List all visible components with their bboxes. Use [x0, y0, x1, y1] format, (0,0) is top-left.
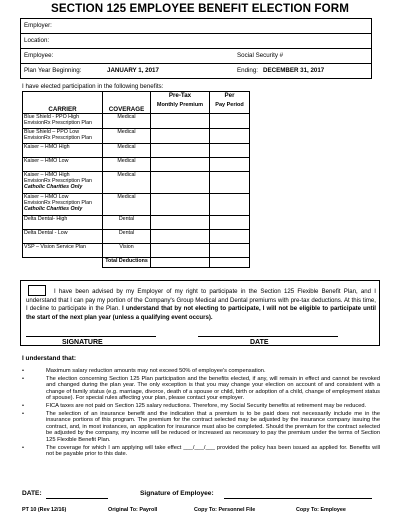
plan-year-value: JANUARY 1, 2017 [107, 67, 159, 74]
footer-date-line[interactable] [46, 498, 108, 499]
premium-cell[interactable] [151, 158, 210, 172]
table-row [23, 172, 250, 194]
carrier-name: Delta Dental - Low [24, 230, 68, 236]
coverage-cell: Medical [103, 114, 151, 129]
premium-cell[interactable] [151, 244, 210, 258]
list-item-text: The coverage for which I am applying will take effect ___/___/___ provided the policy has been issued as applied for. Benefits will not be payable prior to this date. [46, 444, 380, 458]
total-period-cell[interactable] [210, 258, 250, 268]
employer-label: Employer: [24, 22, 52, 29]
decline-paragraph [26, 288, 376, 322]
decline-bold-text: I understand that by not electing to participate, I will not be eligible to participate until the start of the next plan year (unless a qualifying event occurs). [26, 305, 376, 321]
pay-period-cell[interactable] [210, 158, 250, 172]
carrier-rx-plan: EnvisionRx Prescription Plan [24, 135, 93, 141]
carrier-cell [23, 144, 103, 158]
list-item-text: The selection of an insurance benefit and the indication that a premium is to be paid does not necessarily include me in the insurance portions of this program. The premium for the contract selected may be adjusted by the insurance company issuing the contract, and, in most instances, an application for insurance must also be completed. Should the premium for the contract selected be adjusted by the company, my income will be reduced or increased as necessary to pay the premium under the terms of Section 125 Flexible Benefit Plan. [46, 410, 380, 443]
premium-cell[interactable] [151, 114, 210, 129]
understand-list [22, 368, 380, 459]
table-row [23, 144, 250, 158]
pay-period-cell[interactable] [210, 194, 250, 216]
decline-text: I have been advised by my Employer of my right to participate in the Section 125 Flexible Benefit Plan, and I understand that I can pay my portion of the Company's Group Medical and Dental premiums with pre-tax deductions. At this time, I decline to participate in the Plan. [26, 288, 376, 312]
benefits-table [22, 91, 250, 268]
list-item [22, 403, 380, 410]
coverage-cell: Dental [103, 216, 151, 230]
understand-heading: I understand that: [22, 355, 76, 362]
carrier-name: Kaiser – HMO High [24, 172, 70, 178]
list-item [22, 376, 380, 402]
ending-value: DECEMBER 31, 2017 [263, 67, 325, 74]
pretax-header: Pre-Tax [151, 92, 210, 102]
list-item-text: The election concerning Section 125 Plan participation and the benefits elected, if any, will remain in effect and cannot be revoked and changed during the plan year. The only exception is that you may change your election on account of and consistent with a change of family status (e.g. marriage, divorce, death of a spouse or child, birth or adoption of a child, change of employment status of spouse). For special rules affecting your plan, please contact your employer. [46, 375, 380, 402]
total-premium-cell[interactable] [151, 258, 210, 268]
carrier-name: Blue Shield - PPO High [24, 114, 80, 120]
coverage-cell: Medical [103, 129, 151, 144]
bullet-icon: • [22, 410, 24, 417]
table-header-row-top [23, 92, 250, 102]
form-title: SECTION 125 EMPLOYEE BENEFIT ELECTION FORM [51, 2, 349, 15]
premium-cell[interactable] [151, 194, 210, 216]
coverage-cell: Medical [103, 194, 151, 216]
premium-cell[interactable] [151, 172, 210, 194]
form-id: PT 10 (Rev 12/16) [22, 507, 67, 513]
pay-period-cell[interactable] [210, 216, 250, 230]
carrier-rx-plan: EnvisionRx Prescription Plan [24, 178, 93, 184]
premium-cell[interactable] [151, 129, 210, 144]
list-item-text: FICA taxes are not paid on Section 125 salary reductions. Therefore, my Social Security benefits at retirement may be reduced. [46, 402, 367, 409]
location-label: Location: [24, 37, 50, 44]
table-row [23, 114, 250, 129]
list-item-text: Maximum salary reduction amounts may not exceed 50% of employee's compensation. [46, 368, 266, 374]
per-header: Per [210, 92, 250, 102]
carrier-cell [23, 194, 103, 216]
table-row [23, 129, 250, 144]
table-row [23, 158, 250, 172]
employer-row[interactable] [21, 19, 371, 34]
premium-cell[interactable] [151, 144, 210, 158]
intro-text: I have elected participation in the following benefits: [22, 83, 164, 90]
coverage-cell: Medical [103, 158, 151, 172]
footer-signature-label: Signature of Employee: [140, 490, 214, 497]
carrier-name: Kaiser – HMO Low [24, 194, 69, 200]
carrier-cell [23, 172, 103, 194]
footer-signature-line[interactable] [224, 498, 372, 499]
date-label: DATE [250, 339, 269, 346]
list-item [22, 368, 380, 375]
carrier-cell [23, 114, 103, 129]
pay-period-cell[interactable] [210, 144, 250, 158]
carrier-note: Catholic Charities Only [24, 206, 83, 212]
pay-period-cell[interactable] [210, 172, 250, 194]
pay-period-header: Pay Period [210, 102, 250, 114]
signature-label: SIGNATURE [62, 339, 103, 346]
carrier-name: Delta Dental- High [24, 216, 68, 222]
carrier-header: CARRIER [23, 92, 103, 114]
coverage-header: COVERAGE [103, 92, 151, 114]
copy-personnel: Copy To: Personnel File [194, 507, 256, 513]
pay-period-cell[interactable] [210, 129, 250, 144]
signature-line[interactable] [26, 336, 156, 337]
carrier-name: VSP – Vision Service Plan [24, 244, 86, 250]
table-row [23, 194, 250, 216]
employee-label: Employee: [24, 52, 54, 59]
coverage-cell: Vision [103, 244, 151, 258]
pay-period-cell[interactable] [210, 230, 250, 244]
premium-cell[interactable] [151, 216, 210, 230]
carrier-cell [23, 244, 103, 258]
employee-row[interactable] [21, 49, 371, 64]
coverage-cell: Medical [103, 144, 151, 158]
location-row[interactable] [21, 34, 371, 49]
carrier-cell [23, 216, 103, 230]
plan-year-label: Plan Year Beginning: [24, 67, 82, 74]
list-item [22, 411, 380, 444]
original-to: Original To: Payroll [108, 507, 158, 513]
bullet-icon: • [22, 368, 24, 374]
coverage-cell: Dental [103, 230, 151, 244]
coverage-cell: Medical [103, 172, 151, 194]
ending-label: Ending: [237, 67, 258, 74]
monthly-premium-header: Monthly Premium [151, 102, 210, 114]
carrier-cell [23, 230, 103, 244]
carrier-note: Catholic Charities Only [24, 184, 83, 190]
pay-period-cell[interactable] [210, 244, 250, 258]
total-deductions-label: Total Deductions [103, 258, 151, 268]
carrier-name: Kaiser – HMO Low [24, 158, 69, 164]
bullet-icon: • [22, 375, 24, 382]
carrier-cell [23, 129, 103, 144]
table-row [23, 230, 250, 244]
total-row [23, 258, 250, 268]
bullet-icon: • [22, 444, 24, 451]
carrier-rx-plan: EnvisionRx Prescription Plan [24, 200, 93, 206]
footer-date-label: DATE: [22, 490, 42, 497]
carrier-name: Kaiser – HMO High [24, 144, 70, 150]
plan-year-row [21, 64, 371, 78]
carrier-rx-plan: EnvisionRx Prescription Plan [24, 120, 93, 126]
premium-cell[interactable] [151, 230, 210, 244]
carrier-name: Blue Shield – PPO Low [24, 129, 80, 135]
table-row [23, 216, 250, 230]
pay-period-cell[interactable] [210, 114, 250, 129]
date-line[interactable] [198, 336, 338, 337]
carrier-cell [23, 158, 103, 172]
ssn-label: Social Security # [237, 52, 284, 59]
copy-employee: Copy To: Employee [296, 507, 346, 513]
table-row [23, 244, 250, 258]
list-item [22, 445, 380, 458]
bullet-icon: • [22, 402, 24, 409]
employee-info-box [20, 18, 372, 79]
